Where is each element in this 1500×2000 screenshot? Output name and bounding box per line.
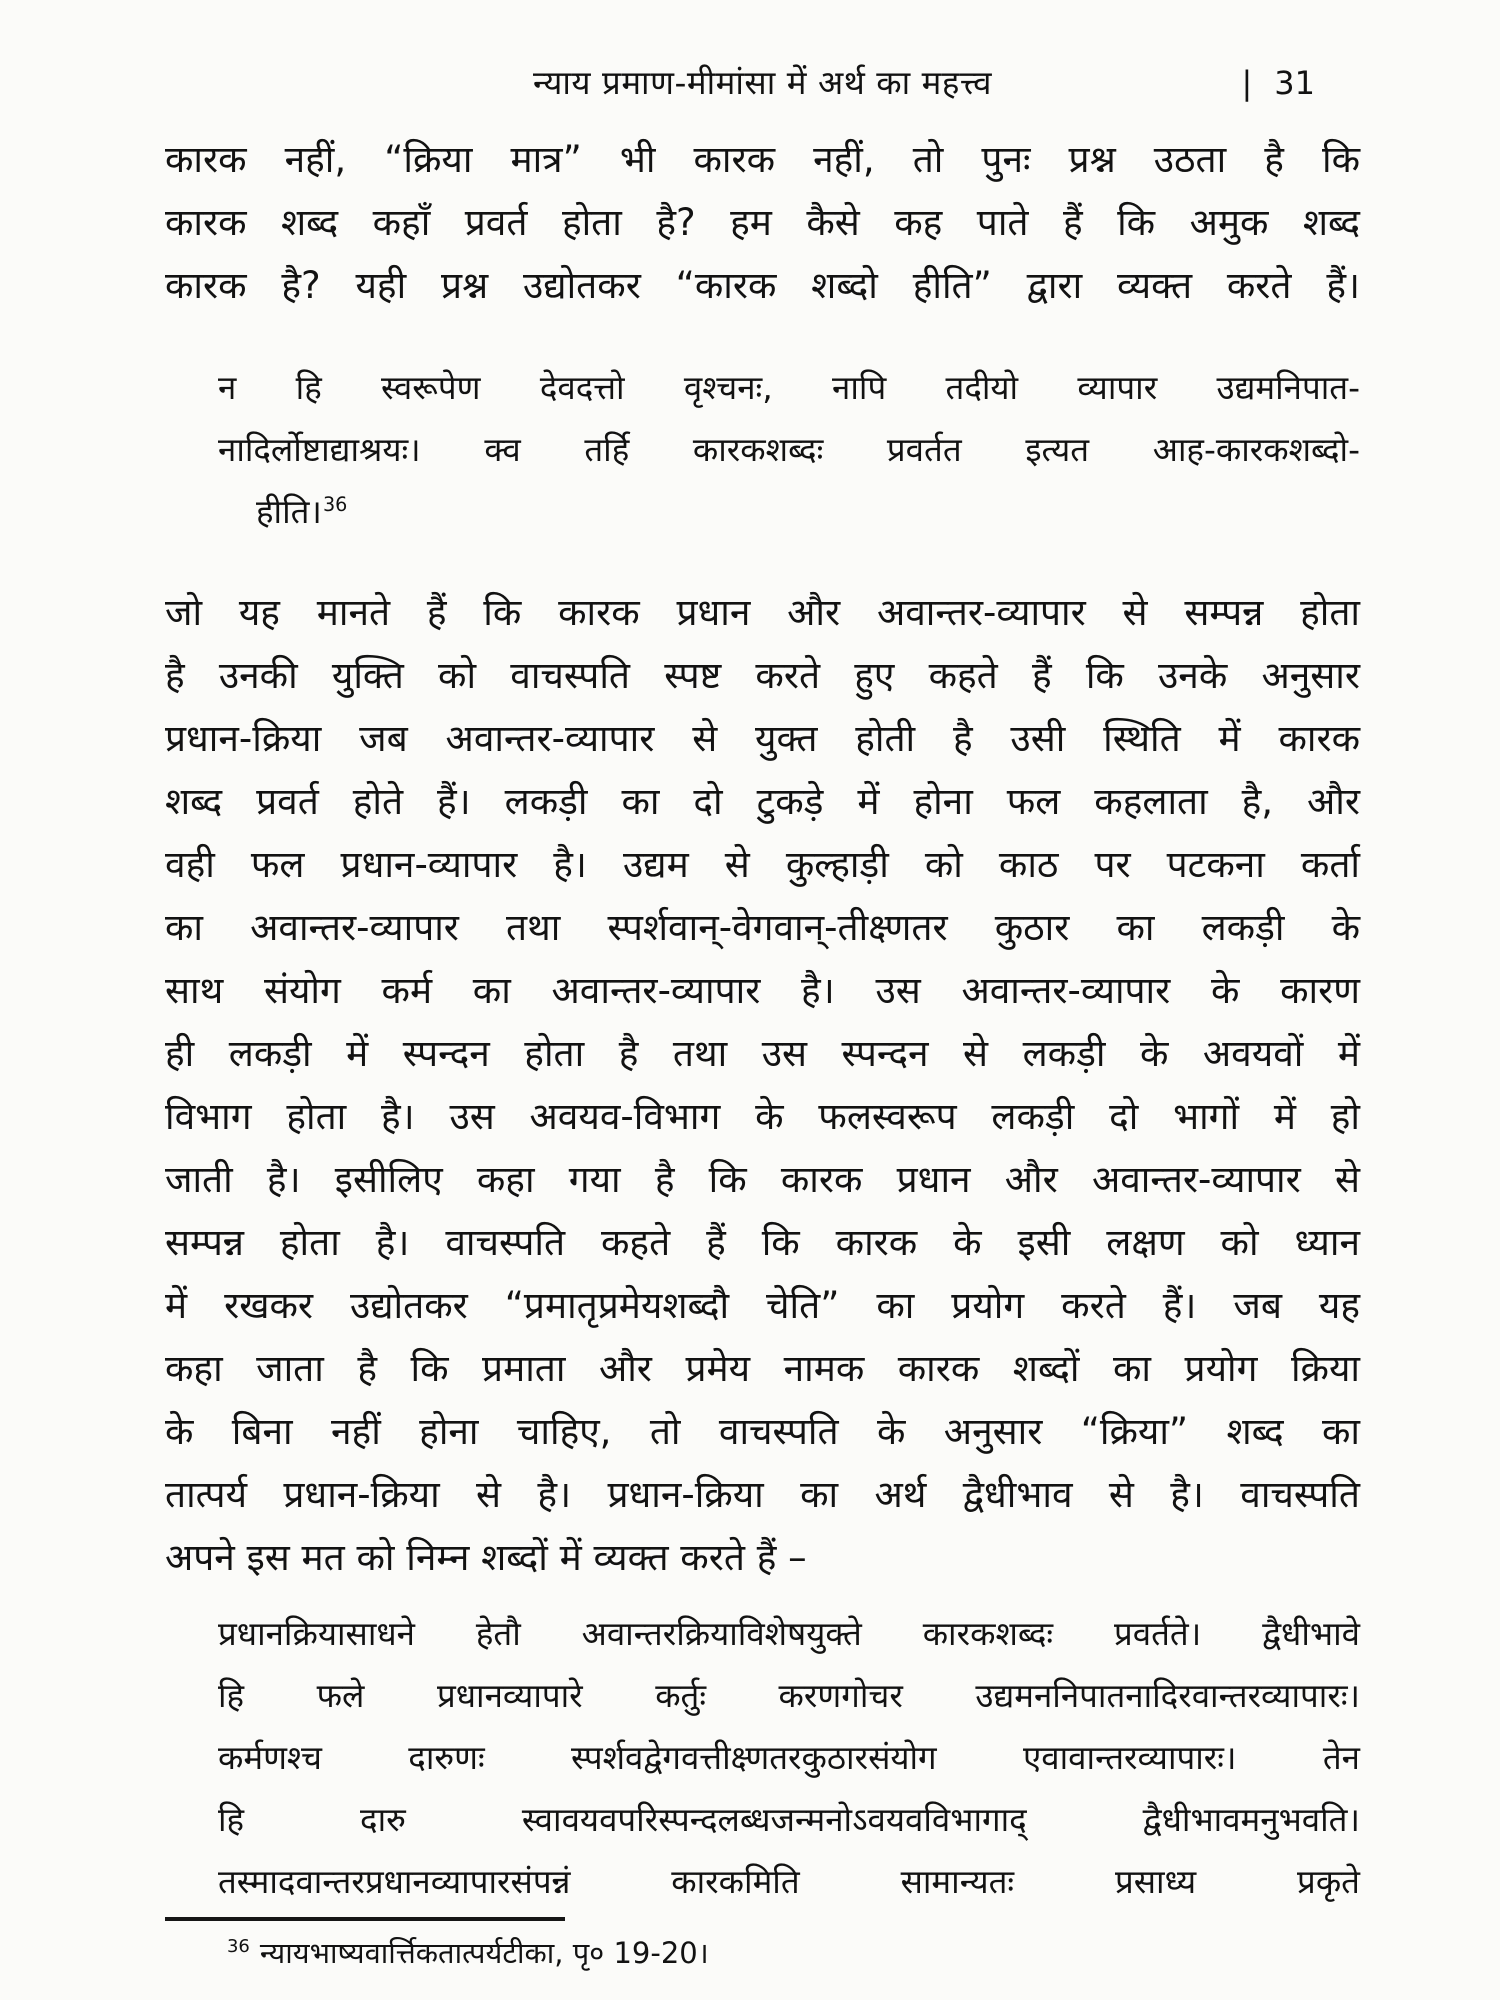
quote-line: हि दारु स्वावयवपरिस्पन्दलब्धजन्मनोऽवयवविभागाद् द्वैधीभावमनुभवति। [218, 1800, 1360, 1839]
text-line: ही लकड़ी में स्पन्दन होता है तथा उस स्पन्दन से लकड़ी के अवयवों में [165, 1032, 1360, 1075]
quote-line: प्रधानक्रियासाधने हेतौ अवान्तरक्रियाविशेषयुक्ते कारकशब्दः प्रवर्तते। द्वैधीभावे [218, 1614, 1360, 1653]
quote-closing-text: हीति। [256, 492, 322, 531]
sanskrit-quote-1 [218, 357, 1360, 543]
text-line: कहा जाता है कि प्रमाता और प्रमेय नामक कारक शब्दों का प्रयोग क्रिया [165, 1347, 1360, 1390]
text-line: है उनकी युक्ति को वाचस्पति स्पष्ट करते हुए कहते हैं कि उनके अनुसार [165, 654, 1360, 697]
footnote-reference: 36 [322, 493, 348, 516]
quote-line [256, 481, 1360, 543]
quote-line: कर्मणश्च दारुणः स्पर्शवद्वेगवत्तीक्ष्णतरकुठारसंयोग एवावान्तरव्यापारः। तेन [218, 1738, 1360, 1777]
text-line: सम्पन्न होता है। वाचस्पति कहते हैं कि कारक के इसी लक्षण को ध्यान [165, 1221, 1360, 1264]
text-line: प्रधान-क्रिया जब अवान्तर-व्यापार से युक्त होती है उसी स्थिति में कारक [165, 717, 1360, 760]
body-paragraph-2 [165, 581, 1360, 1589]
text-line: वही फल प्रधान-व्यापार है। उद्यम से कुल्हाड़ी को काठ पर पटकना कर्ता [165, 843, 1360, 886]
text-line: साथ संयोग कर्म का अवान्तर-व्यापार है। उस अवान्तर-व्यापार के कारण [165, 969, 1360, 1012]
text-line: का अवान्तर-व्यापार तथा स्पर्शवान्-वेगवान्-तीक्ष्णतर कुठार का लकड़ी के [165, 906, 1360, 949]
page-number [1242, 58, 1316, 108]
running-header [165, 58, 1360, 108]
footnote-marker: 36 [227, 1936, 250, 1958]
quote-line: नादिर्लोष्टाद्याश्रयः। क्व तर्हि कारकशब्दः प्रवर्तत इत्यत आह-कारकशब्दो- [218, 430, 1360, 469]
page-number-divider: | [1241, 64, 1253, 102]
quote-line: तस्मादवान्तरप्रधानव्यापारसंपन्नं कारकमिति सामान्यतः प्रसाध्य प्रकृते [218, 1862, 1360, 1901]
text-line: तात्पर्य प्रधान-क्रिया से है। प्रधान-क्रिया का अर्थ द्वैधीभाव से है। वाचस्पति [165, 1473, 1360, 1516]
text-line: कारक है? यही प्रश्न उद्योतकर “कारक शब्दो हीति” द्वारा व्यक्त करते हैं। [165, 264, 1360, 307]
text-line: जो यह मानते हैं कि कारक प्रधान और अवान्तर-व्यापार से सम्पन्न होता [165, 591, 1360, 634]
body-paragraph-1 [165, 128, 1360, 317]
text-line: में रखकर उद्योतकर “प्रमातृप्रमेयशब्दौ चेति” का प्रयोग करते हैं। जब यह [165, 1284, 1360, 1327]
sanskrit-quote-2 [218, 1603, 1360, 1913]
footnote-text: न्यायभाष्यवार्त्तिकतात्पर्यटीका, पृ० 19-20। [259, 1936, 709, 1970]
footnote [227, 1931, 1360, 1975]
text-line: के बिना नहीं होना चाहिए, तो वाचस्पति के अनुसार “क्रिया” शब्द का [165, 1410, 1360, 1453]
text-line: कारक शब्द कहाँ प्रवर्त होता है? हम कैसे कह पाते हैं कि अमुक शब्द [165, 201, 1360, 244]
text-line: कारक नहीं, “क्रिया मात्र” भी कारक नहीं, तो पुनः प्रश्न उठता है कि [165, 138, 1360, 181]
footnote-separator [165, 1917, 565, 1921]
text-line: शब्द प्रवर्त होते हैं। लकड़ी का दो टुकड़े में होना फल कहलाता है, और [165, 780, 1360, 823]
text-line: जाती है। इसीलिए कहा गया है कि कारक प्रधान और अवान्तर-व्यापार से [165, 1158, 1360, 1201]
text-line: विभाग होता है। उस अवयव-विभाग के फलस्वरूप लकड़ी दो भागों में हो [165, 1095, 1360, 1138]
text-column [165, 58, 1360, 1975]
page-number-value: 31 [1274, 64, 1315, 102]
quote-line: हि फले प्रधानव्यापारे कर्तुः करणगोचर उद्यमननिपातनादिरवान्तरव्यापारः। [218, 1676, 1360, 1715]
quote-line: न हि स्वरूपेण देवदत्तो वृश्चनः, नापि तदीयो व्यापार उद्यमनिपात- [218, 368, 1360, 407]
chapter-title: न्याय प्रमाण-मीमांसा में अर्थ का महत्त्व [532, 63, 993, 102]
text-line: अपने इस मत को निम्न शब्दों में व्यक्त करते हैं – [165, 1536, 807, 1579]
